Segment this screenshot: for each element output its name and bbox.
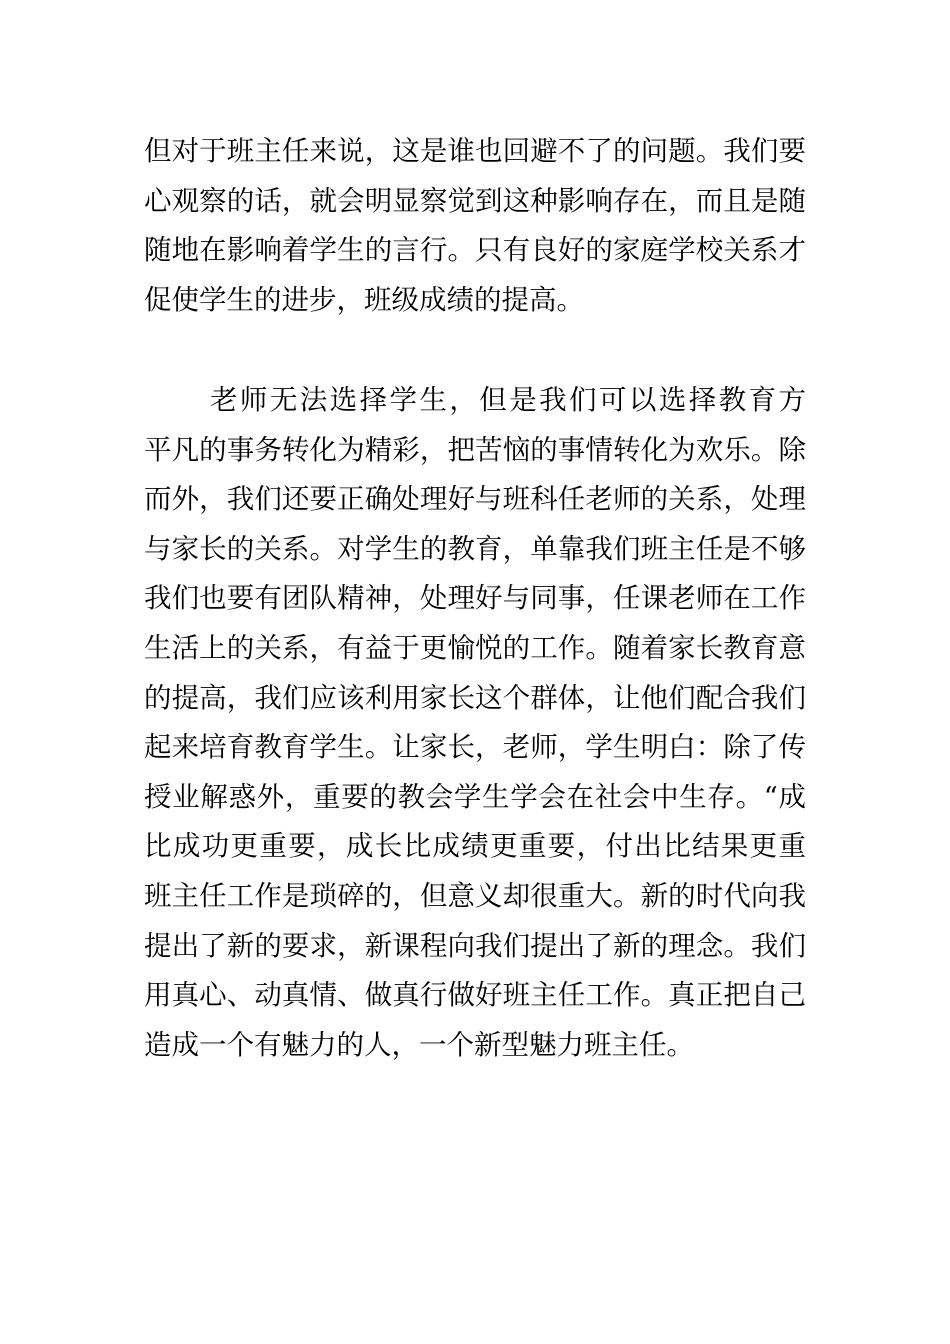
text-line: 促使学生的进步，班级成绩的提高。 — [144, 283, 584, 316]
text-line: 授业解惑外，重要的教会学生学会在社会中生存。“成 — [144, 780, 806, 813]
text-line: 班主任工作是琐碎的，但意义却很重大。新的时代向我 — [144, 879, 806, 912]
text-line: 而外，我们还要正确处理好与班科任老师的关系，处理 — [144, 483, 806, 516]
text-line: 的提高，我们应该利用家长这个群体，让他们配合我们 — [144, 681, 806, 714]
text-line: 提出了新的要求，新课程向我们提出了新的理念。我们 — [144, 929, 806, 962]
text-line: 平凡的事务转化为精彩，把苦恼的事情转化为欢乐。除 — [144, 433, 806, 466]
text-line: 但对于班主任来说，这是谁也回避不了的问题。我们要 — [144, 135, 806, 167]
text-line: 老师无法选择学生，但是我们可以选择教育方 — [210, 384, 806, 416]
text-line: 与家长的关系。对学生的教育，单靠我们班主任是不够 — [144, 532, 806, 565]
paragraph-2 — [144, 376, 806, 1070]
text-line: 我们也要有团队精神，处理好与同事，任课老师在工作 — [144, 582, 806, 615]
text-line: 起来培育教育学生。让家长，老师，学生明白：除了传 — [144, 731, 806, 764]
text-line: 造成一个有魅力的人，一个新型魅力班主任。 — [144, 1028, 694, 1061]
text-line: 生活上的关系，有益于更愉悦的工作。随着家长教育意 — [144, 631, 806, 664]
text-line: 用真心、动真情、做真行做好班主任工作。真正把自己 — [144, 979, 806, 1012]
text-line: 随地在影响着学生的言行。只有良好的家庭学校关系才 — [144, 234, 806, 267]
text-line: 心观察的话，就会明显察觉到这种影响存在，而且是随 — [144, 184, 806, 217]
text-line: 比成功更重要，成长比成绩更重要，付出比结果更重 — [144, 830, 806, 863]
paragraph-1 — [144, 127, 806, 325]
